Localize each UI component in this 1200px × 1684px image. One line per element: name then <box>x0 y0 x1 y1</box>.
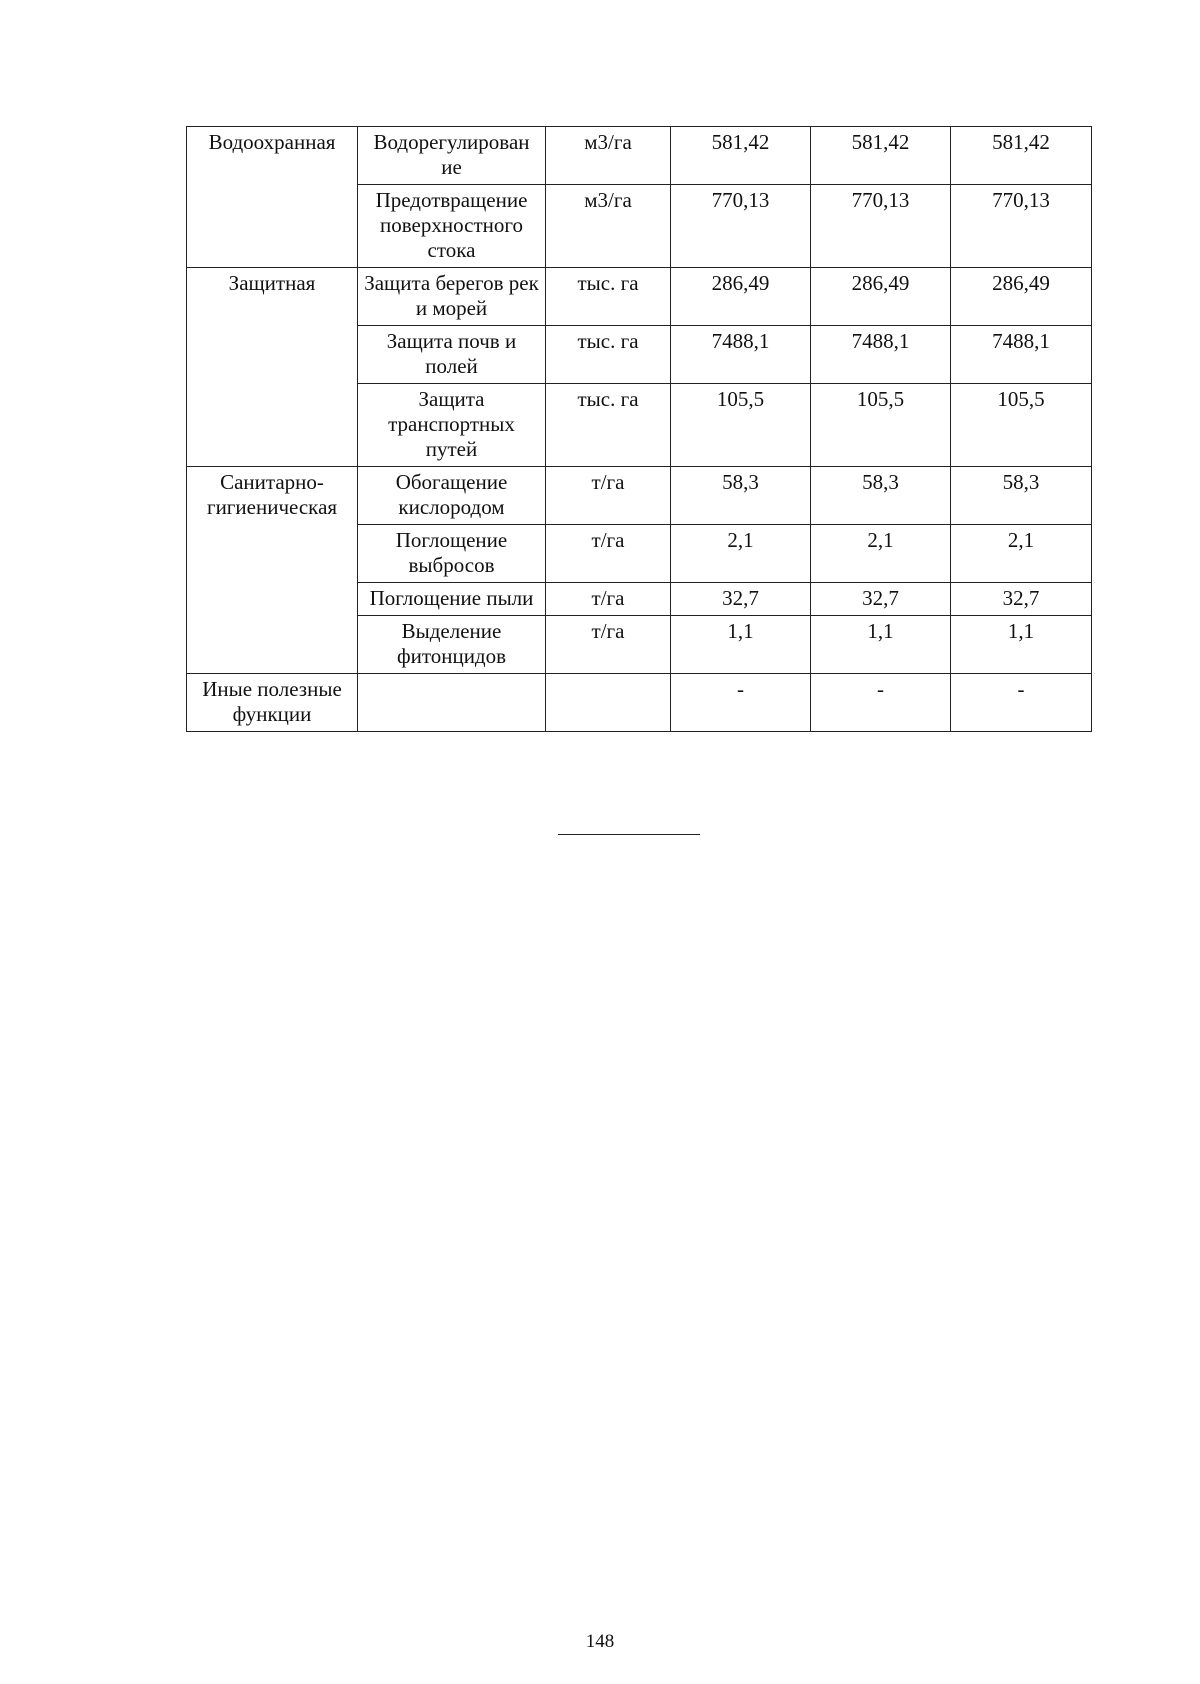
unit-cell: тыс. га <box>546 384 671 467</box>
value-cell: 105,5 <box>671 384 811 467</box>
value-cell: 32,7 <box>811 583 951 616</box>
function-cell: Поглощение выбросов <box>358 525 546 583</box>
unit-cell: тыс. га <box>546 326 671 384</box>
function-cell: Водорегулирован ие <box>358 127 546 185</box>
unit-cell: т/га <box>546 616 671 674</box>
value-cell: 770,13 <box>671 185 811 268</box>
value-cell: 286,49 <box>951 268 1092 326</box>
table-row <box>187 674 1092 732</box>
value-cell: 32,7 <box>671 583 811 616</box>
table-row <box>187 127 1092 185</box>
function-cell: Обогащение кислородом <box>358 467 546 525</box>
value-cell: 105,5 <box>951 384 1092 467</box>
category-cell: Водоохранная <box>187 127 358 268</box>
category-cell: Защитная <box>187 268 358 467</box>
forest-functions-table <box>186 126 1092 732</box>
function-cell: Защита берегов рек и морей <box>358 268 546 326</box>
unit-cell: т/га <box>546 525 671 583</box>
value-cell: - <box>951 674 1092 732</box>
category-cell: Иные полезные функции <box>187 674 358 732</box>
unit-cell: т/га <box>546 467 671 525</box>
unit-cell: м3/га <box>546 185 671 268</box>
table-row <box>187 268 1092 326</box>
function-cell: Защита почв и полей <box>358 326 546 384</box>
function-cell: Предотвращение поверхностного стока <box>358 185 546 268</box>
page-number: 148 <box>585 1631 615 1652</box>
unit-cell <box>546 674 671 732</box>
value-cell: 7488,1 <box>811 326 951 384</box>
unit-cell: т/га <box>546 583 671 616</box>
value-cell: 2,1 <box>811 525 951 583</box>
unit-cell: тыс. га <box>546 268 671 326</box>
value-cell: 58,3 <box>951 467 1092 525</box>
value-cell: 7488,1 <box>671 326 811 384</box>
value-cell: 7488,1 <box>951 326 1092 384</box>
value-cell: 286,49 <box>671 268 811 326</box>
function-cell: Поглощение пыли <box>358 583 546 616</box>
category-cell: Санитарно-гигиеническая <box>187 467 358 674</box>
value-cell: 770,13 <box>811 185 951 268</box>
function-cell: Выделение фитонцидов <box>358 616 546 674</box>
end-rule-divider <box>558 834 700 835</box>
value-cell: 2,1 <box>671 525 811 583</box>
value-cell: 58,3 <box>671 467 811 525</box>
value-cell: 1,1 <box>811 616 951 674</box>
value-cell: 1,1 <box>951 616 1092 674</box>
value-cell: 105,5 <box>811 384 951 467</box>
function-cell <box>358 674 546 732</box>
value-cell: - <box>811 674 951 732</box>
value-cell: 770,13 <box>951 185 1092 268</box>
table-row <box>187 467 1092 525</box>
value-cell: 58,3 <box>811 467 951 525</box>
value-cell: 2,1 <box>951 525 1092 583</box>
value-cell: 581,42 <box>811 127 951 185</box>
function-cell: Защита транспортных путей <box>358 384 546 467</box>
unit-cell: м3/га <box>546 127 671 185</box>
value-cell: - <box>671 674 811 732</box>
value-cell: 286,49 <box>811 268 951 326</box>
value-cell: 1,1 <box>671 616 811 674</box>
value-cell: 32,7 <box>951 583 1092 616</box>
value-cell: 581,42 <box>671 127 811 185</box>
value-cell: 581,42 <box>951 127 1092 185</box>
